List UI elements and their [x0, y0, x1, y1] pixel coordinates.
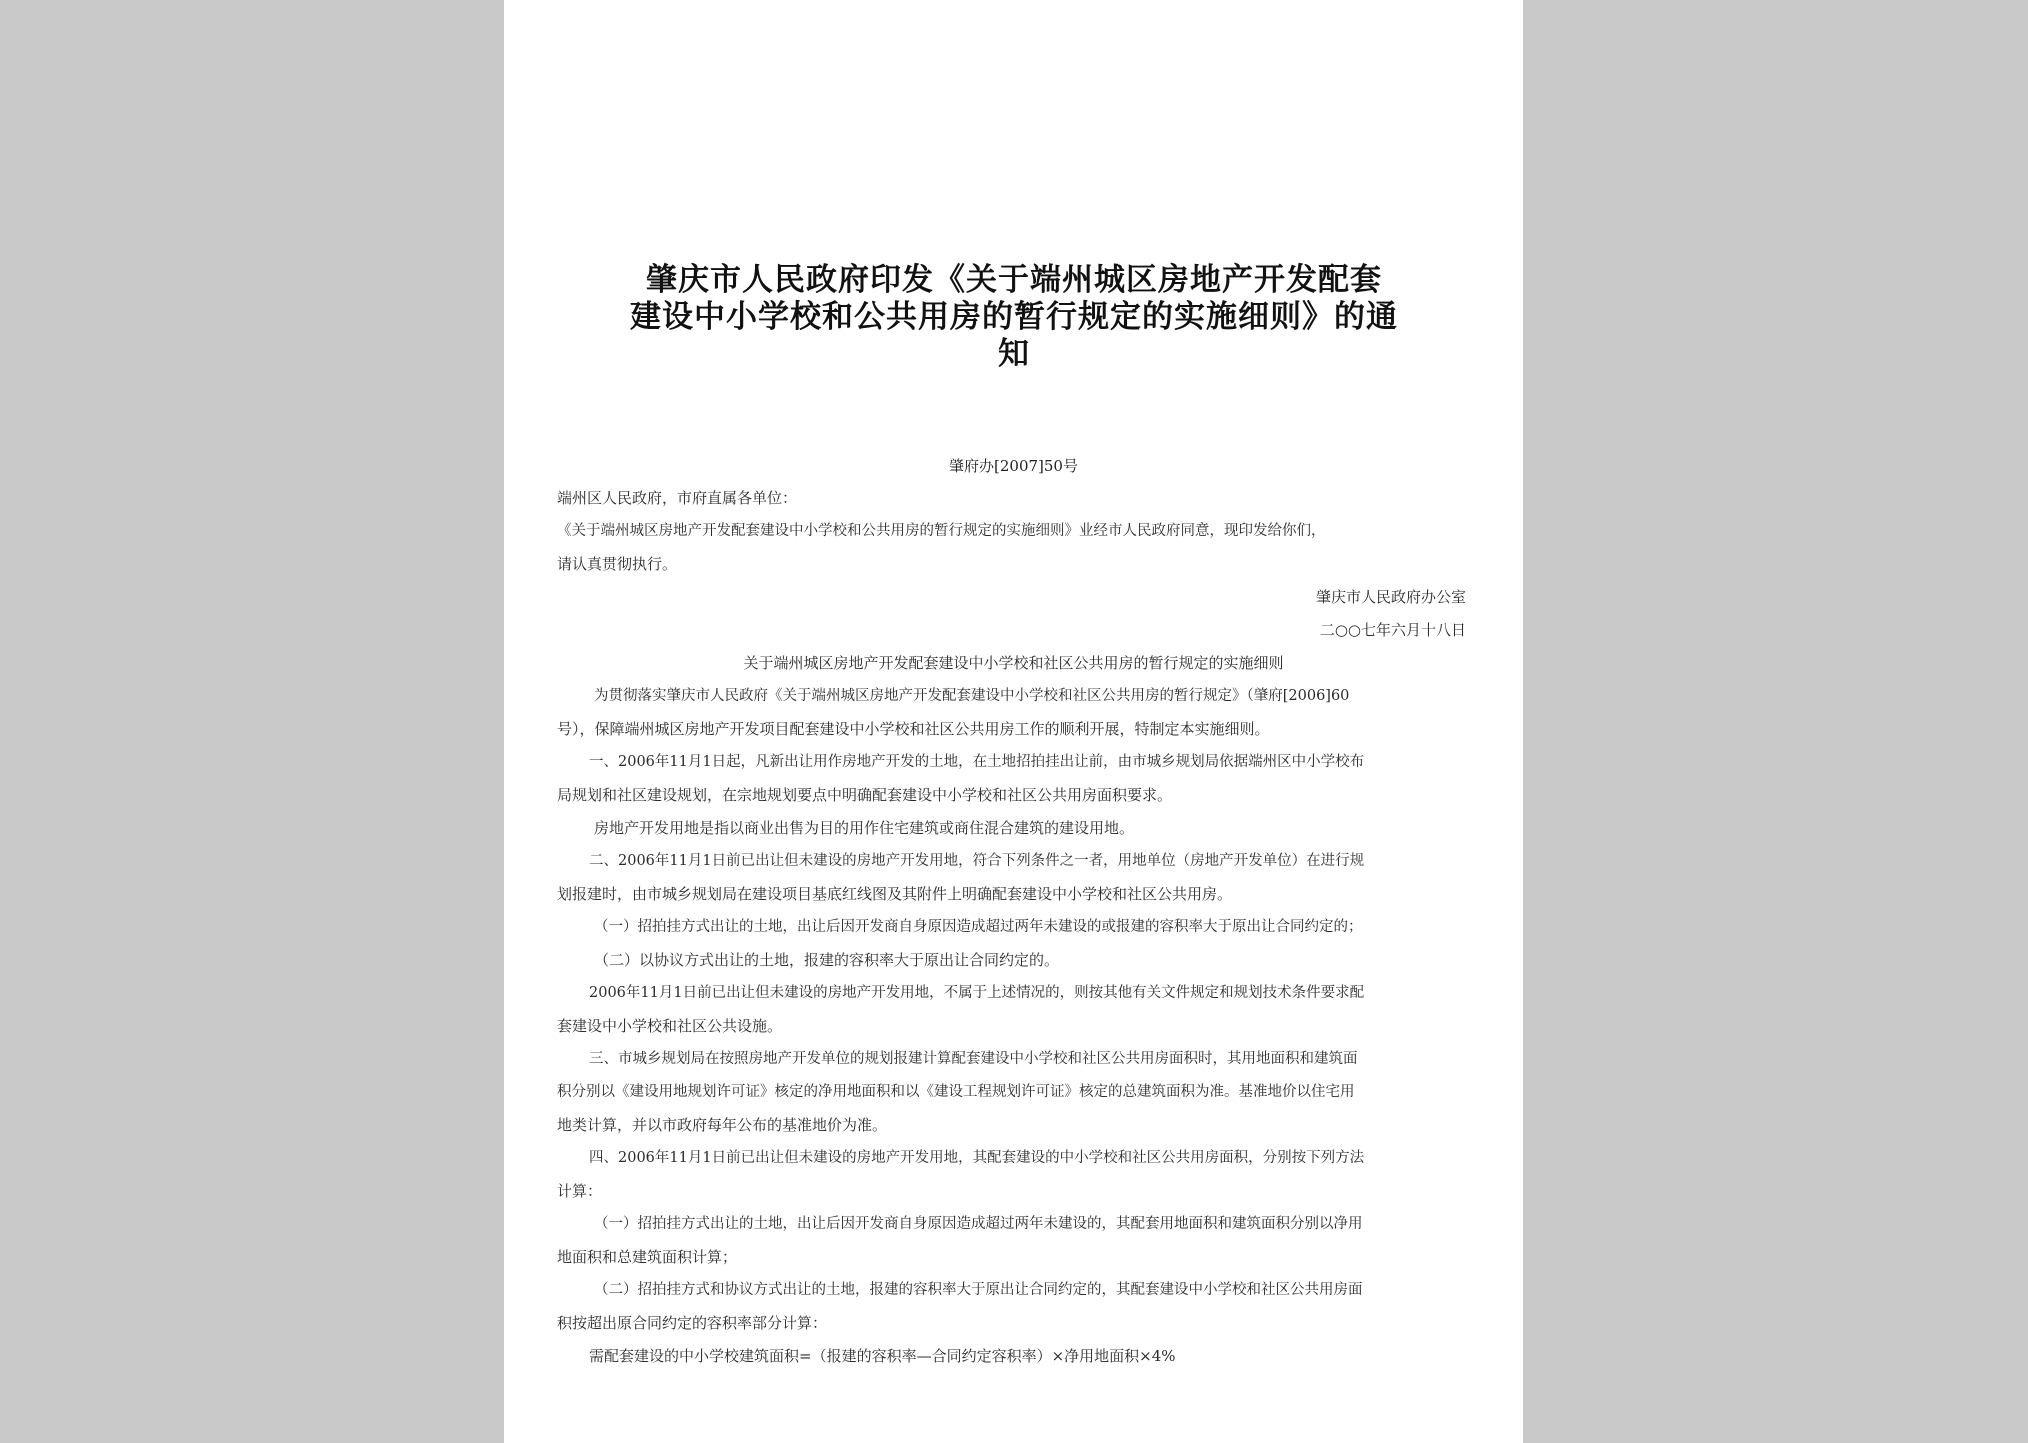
body-line: 四、2006年11月1日前已出让但未建设的房地产开发用地，其配套建设的中小学校和社区公共用房面积，分别按下列方法 [589, 1150, 1365, 1166]
issuer: 肇庆市人民政府办公室 [1315, 588, 1466, 606]
body-line: 地类计算，并以市政府每年公布的基准地价为准。 [557, 1116, 888, 1134]
body-line: 房地产开发用地是指以商业出售为目的用作住宅建筑或商住混合建筑的建设用地。 [594, 819, 1135, 837]
intro-line-1: 《关于端州城区房地产开发配套建设中小学校和公共用房的暂行规定的实施细则》业经市人民政府同意，现印发给你们， [557, 523, 1326, 539]
body-line: 计算： [557, 1182, 603, 1200]
body-line: 需配套建设的中小学校建筑面积=（报建的容积率—合同约定容积率）×净用地面积×4% [589, 1347, 1176, 1365]
body-line: 一、2006年11月1日起，凡新出让用作房地产开发的土地，在土地招拍挂出让前，由市城乡规划局依据端州区中小学校布 [589, 754, 1365, 770]
document-number: 肇府办[2007]50号 [949, 457, 1078, 475]
rules-title: 关于端州城区房地产开发配套建设中小学校和社区公共用房的暂行规定的实施细则 [743, 654, 1284, 672]
document-page [504, 0, 1523, 1443]
document-title [564, 262, 1464, 373]
title-line-2: 建设中小学校和公共用房的暂行规定的实施细则》的通 [630, 299, 1398, 335]
body-line: 积分别以《建设用地规划许可证》核定的净用地面积和以《建设工程规划许可证》核定的总建筑面积为准。基准地价以住宅用 [557, 1084, 1355, 1100]
body-line: 套建设中小学校和社区公共设施。 [557, 1017, 783, 1035]
body-line: （一）招拍挂方式出让的土地，出让后因开发商自身原因造成超过两年未建设的或报建的容积率大于原出让合同约定的； [594, 919, 1363, 935]
body-line: 局规划和社区建设规划，在宗地规划要点中明确配套建设中小学校和社区公共用房面积要求。 [557, 786, 1173, 804]
body-line: 三、市城乡规划局在按照房地产开发单位的规划报建计算配套建设中小学校和社区公共用房面积时，其用地面积和建筑面 [589, 1051, 1358, 1067]
body-line: 划报建时，由市城乡规划局在建设项目基底红线图及其附件上明确配套建设中小学校和社区公共用房。 [557, 885, 1233, 903]
addressee: 端州区人民政府，市府直属各单位： [557, 489, 798, 507]
title-line-1: 肇庆市人民政府印发《关于端州城区房地产开发配套 [646, 262, 1382, 298]
body-line: 二、2006年11月1日前已出让但未建设的房地产开发用地，符合下列条件之一者，用地单位（房地产开发单位）在进行规 [589, 853, 1365, 869]
body-line: 地面积和总建筑面积计算； [557, 1248, 738, 1266]
body-line: （一）招拍挂方式出让的土地，出让后因开发商自身原因造成超过两年未建设的，其配套用地面积和建筑面积分别以净用 [594, 1216, 1363, 1232]
body-line: （二）招拍挂方式和协议方式出让的土地，报建的容积率大于原出让合同约定的，其配套建设中小学校和社区公共用房面 [594, 1282, 1363, 1298]
body-line: 为贯彻落实肇庆市人民政府《关于端州城区房地产开发配套建设中小学校和社区公共用房的暂行规定》（肇府[2006]60 [594, 688, 1350, 704]
title-line-3: 知 [998, 336, 1030, 372]
intro-line-2: 请认真贯彻执行。 [557, 555, 678, 573]
body-line: 号），保障端州城区房地产开发项目配套建设中小学校和社区公共用房工作的顺利开展，特制定本实施细则。 [557, 720, 1270, 738]
body-line: 2006年11月1日前已出让但未建设的房地产开发用地，不属于上述情况的，则按其他有关文件规定和规划技术条件要求配 [589, 985, 1365, 1001]
issue-date: 二○○七年六月十八日 [1319, 621, 1466, 639]
body-line: 积按超出原合同约定的容积率部分计算： [557, 1314, 828, 1332]
body-line: （二）以协议方式出让的土地，报建的容积率大于原出让合同约定的。 [594, 951, 1060, 969]
